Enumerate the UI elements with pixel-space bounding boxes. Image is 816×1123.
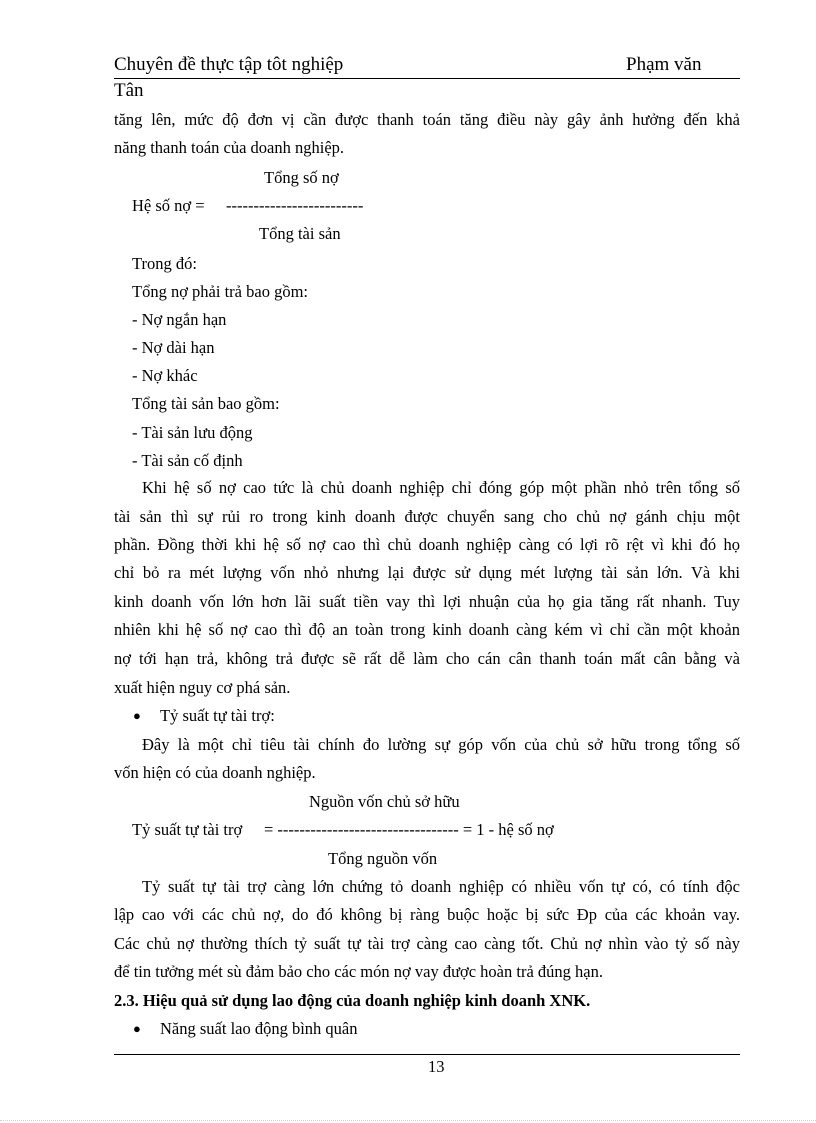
header-title: Chuyên đề thực tập tôt nghiệp [114,54,344,75]
formula1-denominator: Tổng tài sản [259,224,341,243]
para1-line: nhiên khi hệ số nợ cao thì độ an toàn trong kinh doanh càng kém vì chỉ cần một khoản [114,620,740,639]
list-line: - Nợ dài hạn [132,338,215,357]
formula1-label: Hệ số nợ = [132,196,205,215]
list-line: - Tài sản cố định [132,451,243,470]
para2-line: Đây là một chỉ tiêu tài chính đo lường sự góp vốn của chủ sở hữu trong tổng số [142,735,740,754]
para1-line: phần. Đồng thời khi hệ số nợ cao thì chủ doanh nghiệp càng có lợi rõ rệt vì khi đó họ [114,535,740,554]
section-heading: 2.3. Hiệu quả sử dụng lao động của doanh nghiệp kinh doanh XNK. [114,991,591,1010]
footer-rule [114,1054,740,1055]
page-edge-divider [0,1120,816,1121]
para3-line: Các chủ nợ thường thích tỷ suất tự tài trợ càng cao càng tốt. Chủ nợ nhìn vào tỷ số này [114,934,740,953]
formula2-denominator: Tổng nguồn vốn [328,849,438,868]
para1-line: tài sản thì sự rủi ro trong kinh doanh được chuyển sang cho chủ nợ gánh chịu một [114,507,740,526]
bullet-dot-icon: ● [133,1021,141,1036]
bullet2-text: Năng suất lao động bình quân [160,1019,358,1038]
list-line: - Tài sản lưu động [132,423,253,442]
list-line: Tổng nợ phải trả bao gồm: [132,282,308,301]
page-number: 13 [428,1057,445,1076]
para1-line: kinh doanh vốn lớn hơn lãi suất tiền vay thì lợi nhuận của họ gia tăng rất nhanh. Tuy [114,592,740,611]
para1-line: Khi hệ số nợ cao tức là chủ doanh nghiệp chỉ đóng góp một phần nhỏ trên tổng số [142,478,740,497]
list-line: - Nợ khác [132,366,198,385]
formula1-dashes: ------------------------- [226,196,364,215]
formula2-expression: = --------------------------------- = 1 - hệ số nợ [264,820,554,839]
para1-line: nợ tới hạn trả, không trả được sẽ rất dễ làm cho cán cân thanh toán mất cân bằng và [114,649,740,668]
para3-line: lập cao với các chủ nợ, do đó không bị ràng buộc hoặc bị sức Ðp của các khoản vay. [114,905,740,924]
formula1-numerator: Tổng số nợ [264,168,339,187]
header-author: Phạm văn [626,54,702,75]
intro-line-1: tăng lên, mức độ đơn vị cần được thanh toán tăng điều này gây ảnh hưởng đến khả [114,110,740,129]
para3-line: Tỷ suất tự tài trợ càng lớn chứng tỏ doanh nghiệp có nhiều vốn tự có, có tính độc [142,877,740,896]
formula2-label: Tỷ suất tự tài trợ [132,820,243,839]
list-line: - Nợ ngắn hạn [132,310,227,329]
para1-line: xuất hiện nguy cơ phá sản. [114,678,291,697]
header-author-continued: Tân [114,80,144,101]
bullet1-text: Tỷ suất tự tài trợ: [160,706,275,725]
formula2-numerator: Nguồn vốn chủ sở hữu [309,792,460,811]
list-line: Tổng tài sản bao gồm: [132,394,280,413]
para2-line: vốn hiện có của doanh nghiệp. [114,763,316,782]
bullet-dot-icon: ● [133,708,141,723]
header-rule [114,78,740,79]
list-line: Trong đó: [132,254,197,273]
para1-line: chỉ bỏ ra mét lượng vốn nhỏ nhưng lại được sử dụng mét lượng tài sản lớn. Và khi [114,563,740,582]
para3-line: để tin tưởng mét sù đảm bảo cho các món nợ vay được hoàn trả đúng hạn. [114,962,603,981]
intro-line-2: năng thanh toán của doanh nghiệp. [114,138,345,157]
